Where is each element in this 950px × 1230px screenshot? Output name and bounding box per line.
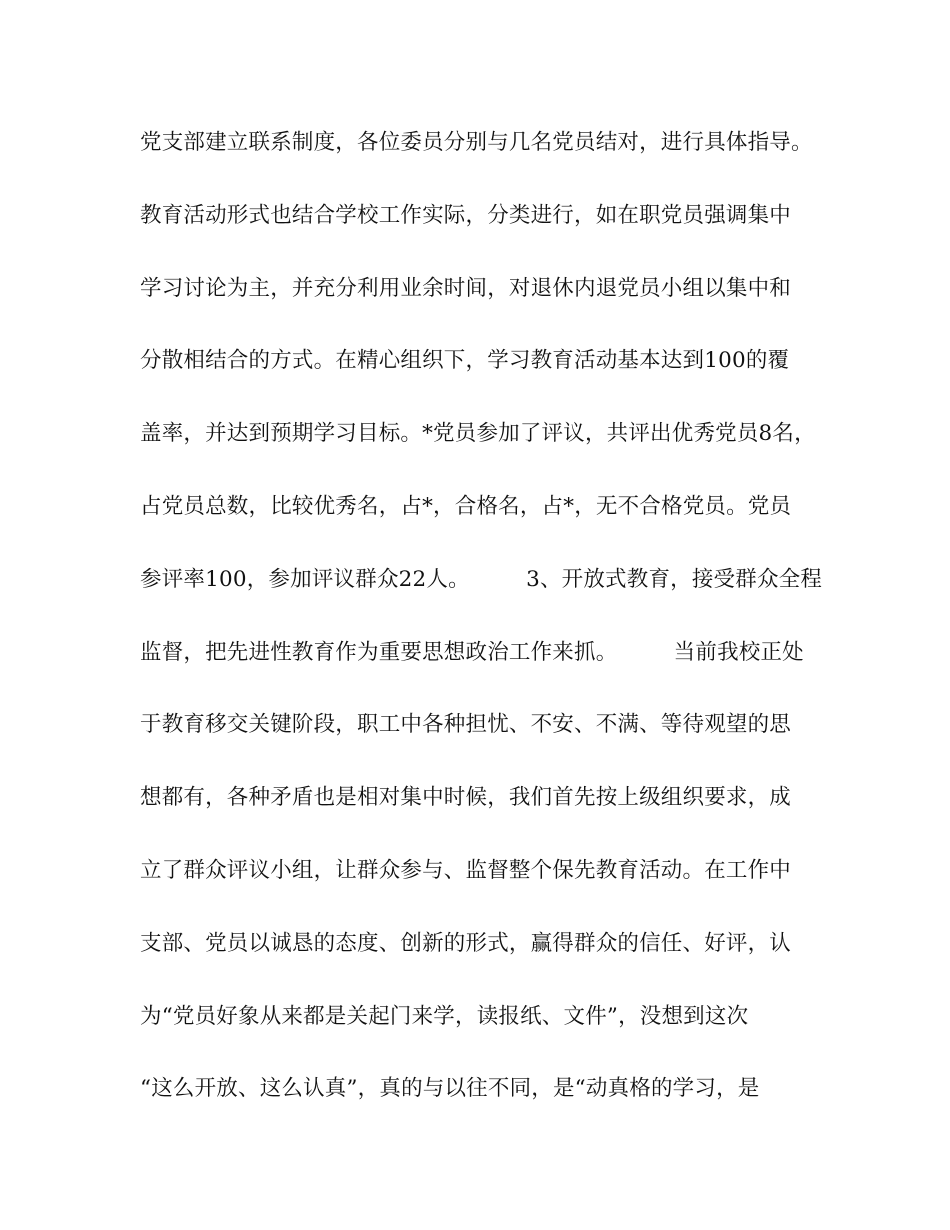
text-line: 教育活动形式也结合学校工作实际，分类进行，如在职党员强调集中 [140,202,792,228]
text-line: “这么开放、这么认真”，真的与以往不同，是“动真格的学习，是 [140,1076,760,1102]
text-line: 监督，把先进性教育作为重要思想政治工作来抓。 当前我校正处 [140,639,804,665]
text-line: 于教育移交关键阶段，职工中各种担忧、不安、不满、等待观望的思 [140,712,792,738]
text-line: 学习讨论为主，并充分利用业余时间，对退休内退党员小组以集中和 [140,275,792,301]
text-line: 党支部建立联系制度，各位委员分别与几名党员结对，进行具体指导。 [140,130,813,155]
text-line: 占党员总数，比较优秀名，占*，合格名，占*，无不合格党员。党员 [140,493,792,519]
text-line: 分散相结合的方式。在精心组织下，学习教育活动基本达到100的覆 [140,348,790,374]
text-line: 支部、党员以诚恳的态度、创新的形式，赢得群众的信任、好评，认 [140,930,792,956]
text-line: 盖率，并达到预期学习目标。*党员参加了评议，共评出优秀党员8名， [140,421,816,447]
text-line: 参评率100，参加评议群众22人。 3、开放式教育，接受群众全程 [140,566,823,592]
text-line: 立了群众评议小组，让群众参与、监督整个保先教育活动。在工作中 [140,857,792,883]
text-line: 为“党员好象从来都是关起门来学，读报纸、文件”，没想到这次 [140,1003,749,1029]
text-line: 想都有，各种矛盾也是相对集中时候，我们首先按上级组织要求，成 [140,785,792,811]
body-text [140,123,830,1142]
